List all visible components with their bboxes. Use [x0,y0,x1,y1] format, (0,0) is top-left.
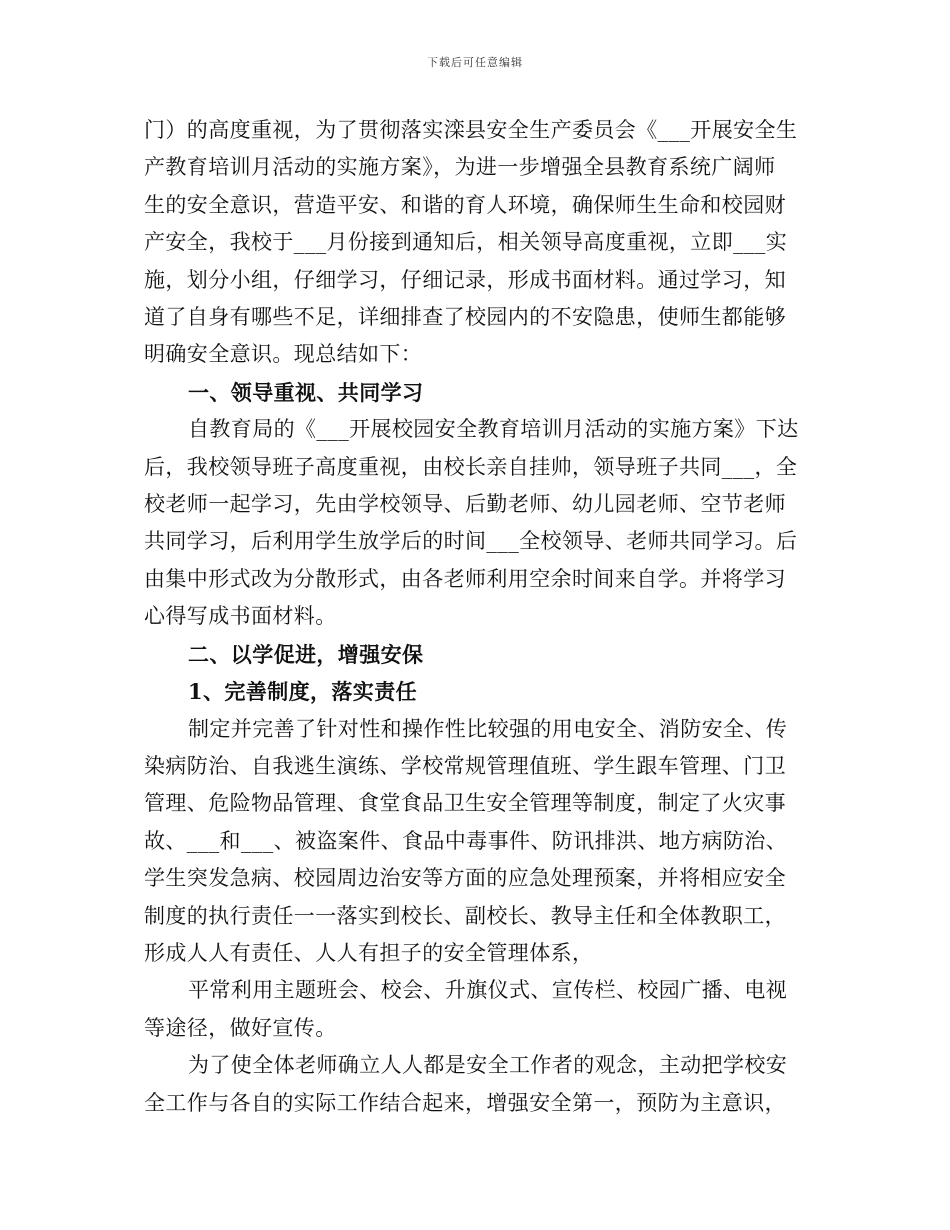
subsection-heading-1: 1、完善制度，落实责任 [188,679,418,705]
text-line: 染病防治、自我逃生演练、学校常规管理值班、学生跟车管理、门卫 [144,753,786,778]
text-line: 校老师一起学习，先由学校领导、后勤老师、幼儿园老师、空节老师 [144,492,786,517]
text-line: 由集中形式改为分散形式，由各老师利用空余时间来自学。并将学习 [144,566,786,591]
text-line: 施，划分小组，仔细学习，仔细记录，形成书面材料。通过学习，知 [144,267,786,292]
paragraph-publicity [144,972,804,1047]
text-line: 产安全，我校于___月份接到通知后，相关领导高度重视，立即___实 [144,230,788,255]
paragraph-rules [144,711,804,973]
text-line: 心得写成书面材料。 [144,604,337,629]
document-body [144,112,804,1122]
paragraph-intro [144,112,804,374]
text-line: 故、___和___、被盗案件、食品中毒事件、防讯排洪、地方病防治、 [144,828,788,853]
text-line: 等途径，做好宣传。 [144,1015,337,1040]
paragraph-study [144,411,804,635]
text-line: 产教育培训月活动的实施方案》，为进一步增强全县教育系统广阔师 [144,155,776,180]
page-header: 下载后可任意编辑 [427,56,523,69]
text-line: 自教育局的《___开展校园安全教育培训月活动的实施方案》下达 [188,417,799,442]
text-line: 全工作与各自的实际工作结合起来，增强安全第一，预防为主意识， [144,1090,786,1115]
section-heading-2: 二、以学促进，增强安保 [188,641,424,667]
section-heading-1: 一、领导重视、共同学习 [188,379,424,405]
text-line: 道了自身有哪些不足，详细排查了校园内的不安隐患，使师生都能够 [144,305,786,330]
text-line: 生的安全意识，营造平安、和谐的育人环境，确保师生生命和校园财 [144,192,786,217]
text-line: 为了使全体老师确立人人都是安全工作者的观念，主动把学校安 [188,1053,788,1078]
text-line: 门）的高度重视，为了贯彻落实滦县安全生产委员会《___开展安全生 [144,118,798,142]
text-line: 制定并完善了针对性和操作性比较强的用电安全、消防安全、传 [188,716,788,741]
text-line: 学生突发急病、校园周边治安等方面的应急处理预案，并将相应安全 [144,866,786,891]
text-line: 形成人人有责任、人人有担子的安全管理体系， [144,940,594,965]
text-line: 平常利用主题班会、校会、升旗仪式、宣传栏、校园广播、电视 [188,978,788,1003]
paragraph-awareness [144,1047,804,1122]
text-line: 共同学习，后利用学生放学后的时间___全校领导、老师共同学习。后 [144,529,798,554]
text-line: 后，我校领导班子高度重视，由校长亲自挂帅，领导班子共同___，全 [144,454,798,479]
text-line: 制度的执行责任一一落实到校长、副校长、教导主任和全体教职工， [144,903,786,928]
text-line: 明确安全意识。现总结如下： [144,342,423,367]
text-line: 管理、危险物品管理、食堂食品卫生安全管理等制度，制定了火灾事 [144,791,786,816]
